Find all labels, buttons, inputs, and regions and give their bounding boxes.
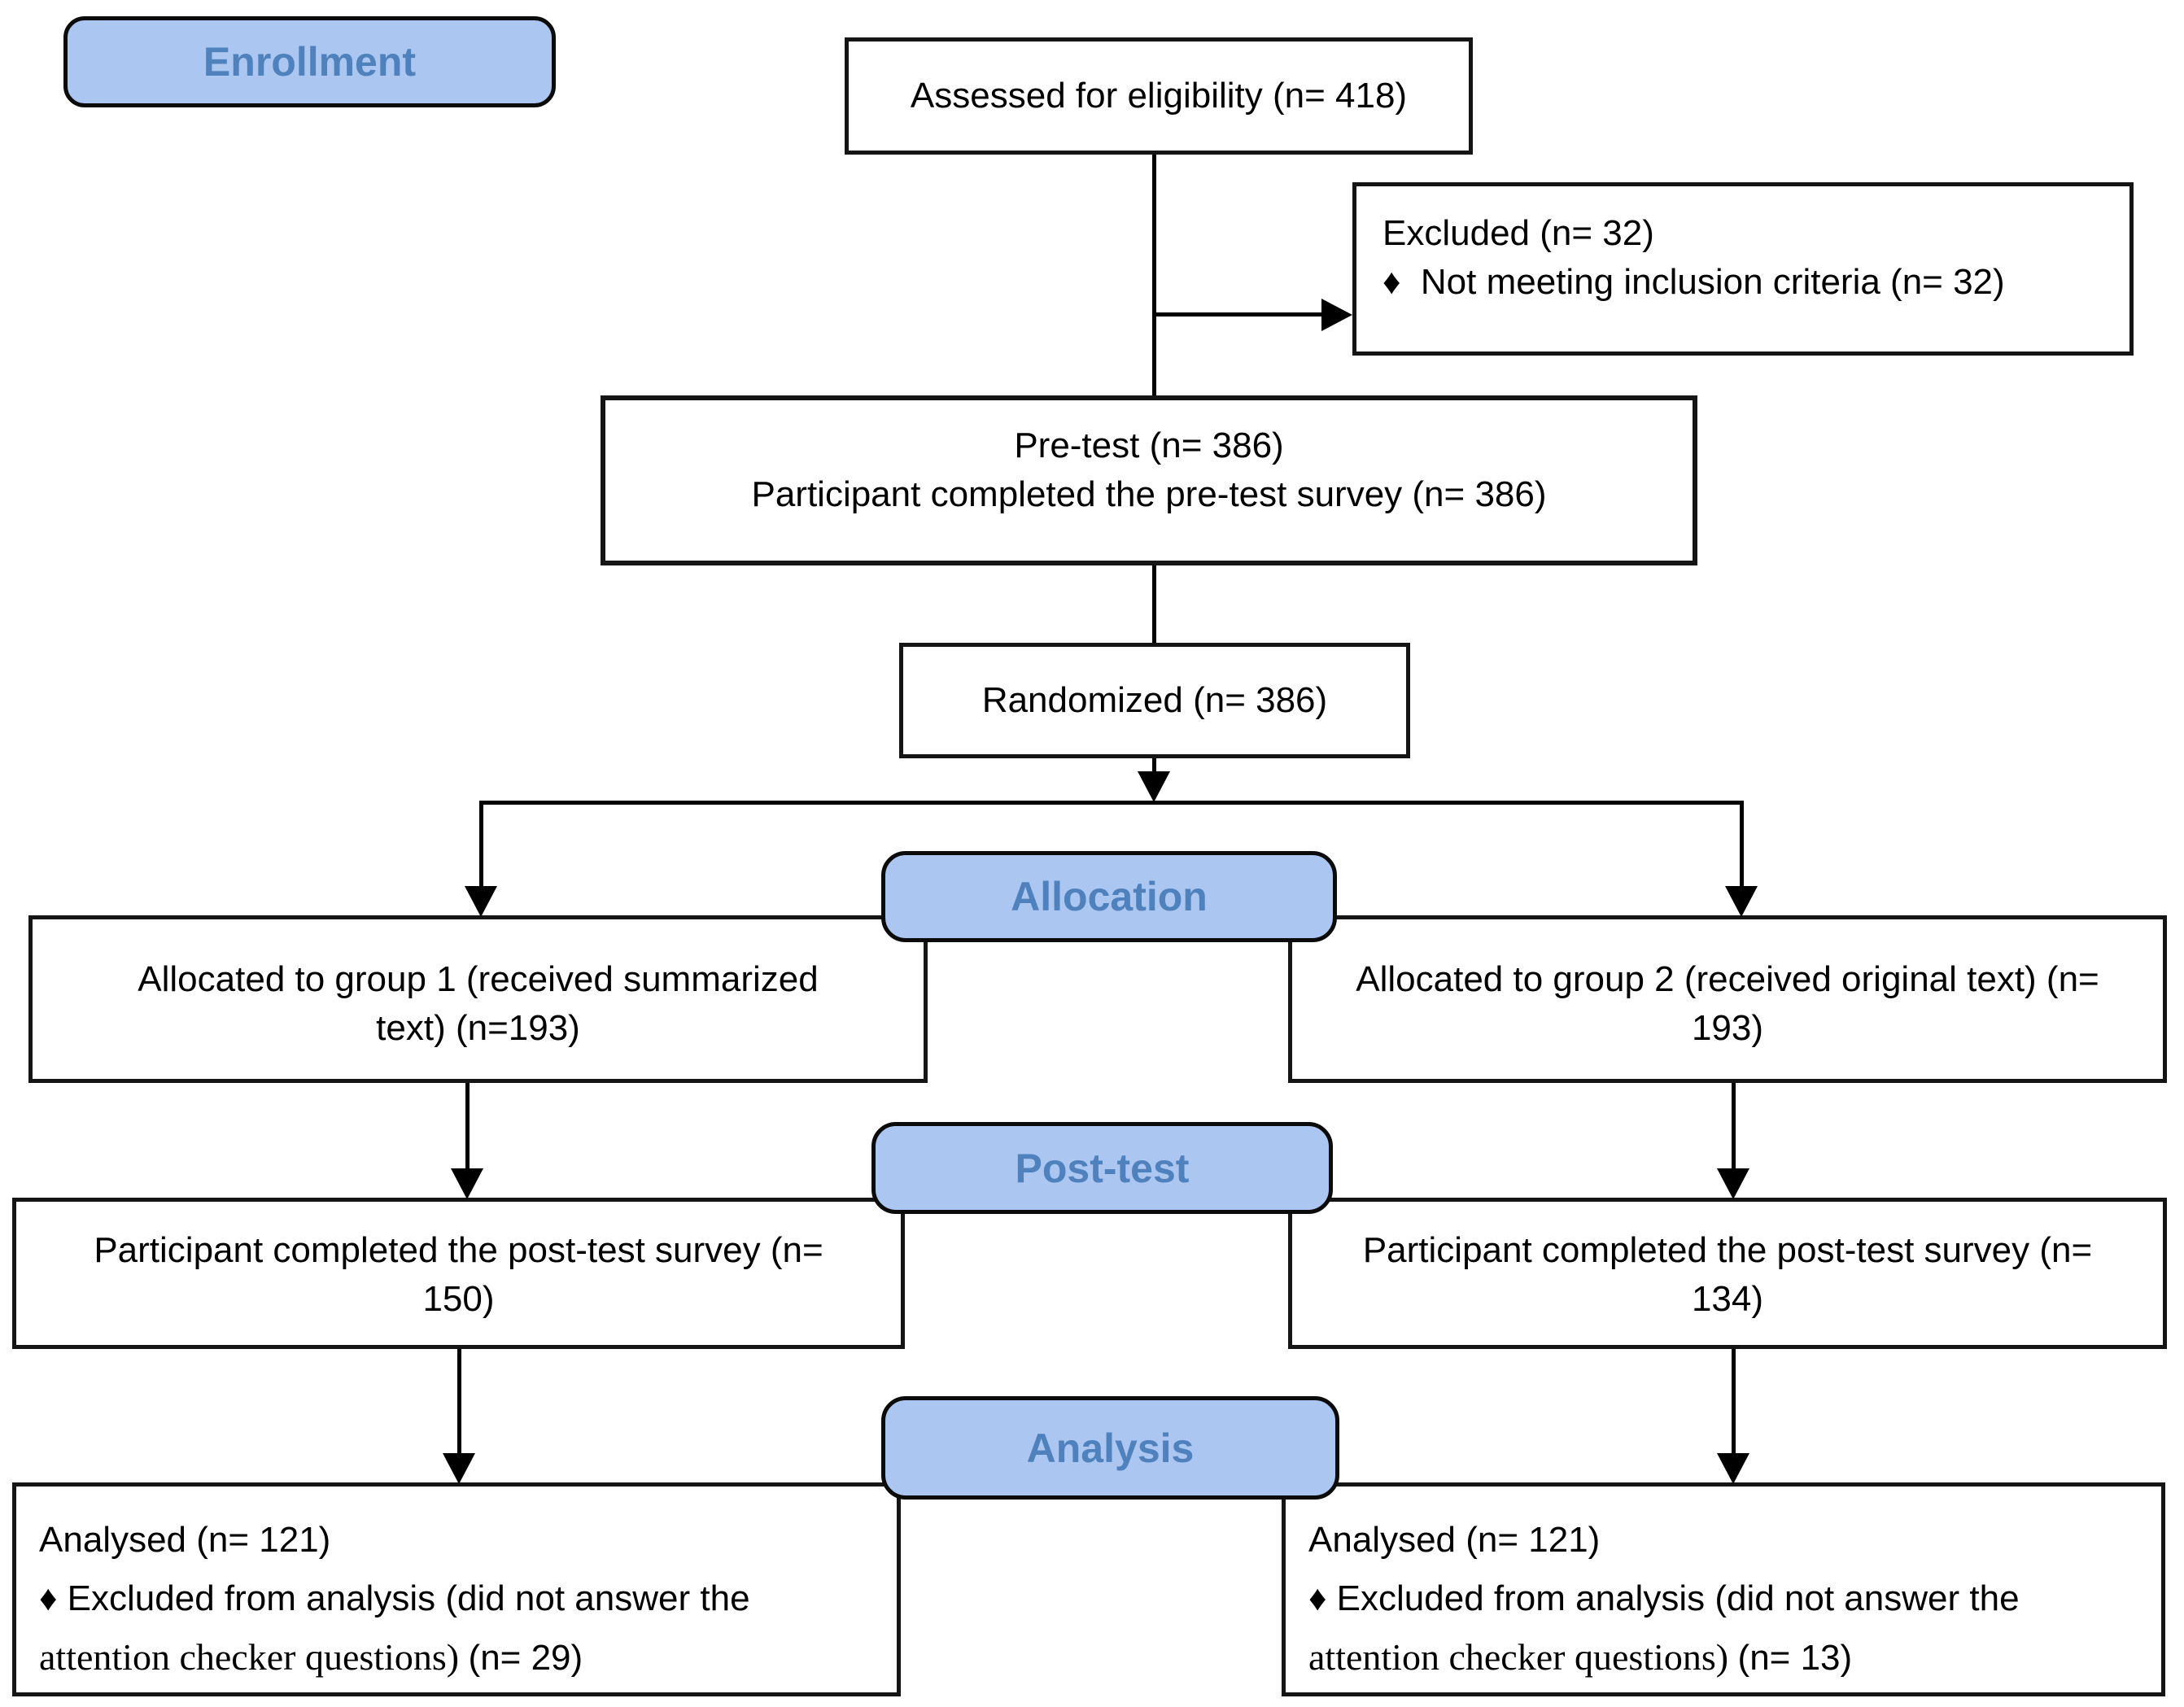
box-text-line: Analysed (n= 121): [1308, 1520, 1601, 1560]
arrow-down-posttest-group1-icon: [451, 1168, 483, 1199]
box-text-line: text) (n=193): [376, 1008, 580, 1048]
arrow-down-split-icon: [1138, 771, 1170, 802]
box-text-line: Allocated to group 1 (received summarized: [138, 959, 819, 999]
arrow-down-group2-icon: [1725, 886, 1758, 917]
stage-pill-posttest: [871, 1122, 1333, 1214]
wrap-count-text: (n= 29): [468, 1638, 583, 1678]
box-analysed-group2: [1282, 1482, 2165, 1696]
box-text-line: Participant completed the pre-test survey (n= 386): [751, 474, 1547, 514]
stage-label-allocation: Allocation: [1011, 874, 1208, 919]
box-text-line: Participant completed the post-test survey (n=: [1362, 1230, 2093, 1270]
box-allocated-group2: [1288, 915, 2167, 1083]
connector-assessed-to-pretest: [1152, 153, 1156, 397]
box-assessed-eligibility: [845, 37, 1473, 155]
box-text-line: 193): [1691, 1008, 1764, 1048]
box-bullet-line: ♦ Excluded from analysis (did not answer the: [39, 1578, 750, 1618]
box-bullet-line: ♦ Excluded from analysis (did not answer the: [1308, 1578, 2020, 1618]
connector-split-to-group1: [479, 801, 483, 887]
box-wrap-line: [39, 1628, 884, 1687]
stage-pill-analysis: [881, 1396, 1339, 1500]
box-excluded: [1352, 182, 2134, 356]
box-pretest: [601, 395, 1697, 565]
connector-posttest-to-analysis-group1: [457, 1347, 461, 1453]
split-bar: [479, 801, 1744, 805]
box-posttest-group2: [1288, 1198, 2167, 1349]
stage-pill-allocation: [881, 851, 1337, 942]
box-randomized: [899, 643, 1410, 758]
box-text-line: 134): [1691, 1279, 1764, 1319]
arrow-down-group1-icon: [465, 886, 497, 917]
box-bullet-line: ♦ Not meeting inclusion criteria (n= 32): [1382, 262, 2005, 302]
connector-branch-to-excluded: [1154, 312, 1326, 317]
stage-label-analysis: Analysis: [1026, 1425, 1195, 1471]
arrow-down-posttest-group2-icon: [1717, 1168, 1749, 1199]
connector-posttest-to-analysis-group2: [1732, 1347, 1736, 1453]
wrap-count-text: (n= 13): [1737, 1638, 1853, 1678]
arrow-right-excluded-icon: [1321, 299, 1352, 331]
box-text-line: Analysed (n= 121): [39, 1520, 331, 1560]
connector-alloc-to-posttest-group2: [1732, 1081, 1736, 1169]
arrow-down-analysis-group1-icon: [443, 1453, 475, 1484]
arrow-down-analysis-group2-icon: [1717, 1453, 1749, 1484]
connector-pretest-to-randomized: [1152, 564, 1156, 644]
stage-pill-enrollment: [63, 16, 556, 107]
box-text-line: Participant completed the post-test survey (n=: [94, 1230, 823, 1270]
stage-label-enrollment: Enrollment: [203, 39, 417, 85]
connector-alloc-to-posttest-group1: [465, 1081, 470, 1169]
box-text-line: Pre-test (n= 386): [1014, 426, 1284, 465]
box-text-line: 150): [422, 1279, 495, 1319]
box-posttest-group1: [12, 1198, 905, 1349]
stage-label-posttest: Post-test: [1015, 1145, 1190, 1191]
box-allocated-group1: [28, 915, 928, 1083]
wrap-serif-text: attention checker questions): [39, 1636, 469, 1678]
box-analysed-group1: [12, 1482, 901, 1696]
box-text-line: Randomized (n= 386): [981, 680, 1328, 720]
connector-split-to-group2: [1740, 801, 1744, 887]
box-wrap-line: [1308, 1628, 2148, 1687]
box-text-line: Excluded (n= 32): [1382, 213, 1654, 253]
box-text-line: Assessed for eligibility (n= 418): [910, 76, 1408, 116]
box-text-line: Allocated to group 2 (received original text) (n=: [1356, 959, 2099, 999]
wrap-serif-text: attention checker questions): [1308, 1636, 1738, 1678]
